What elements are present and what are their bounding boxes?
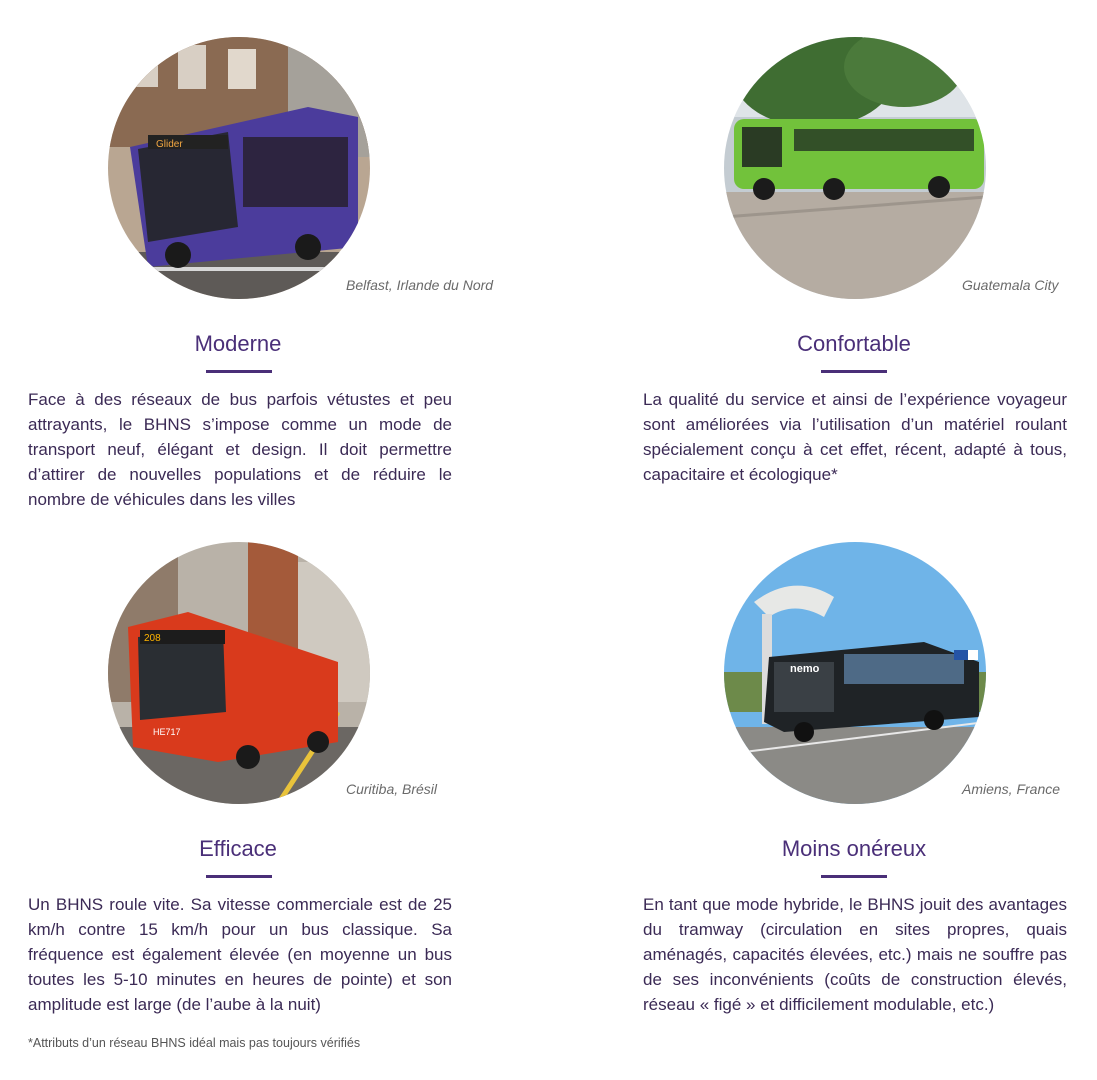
belfast-route-sign: Glider <box>156 139 183 150</box>
section-body-confortable: La qualité du service et ainsi de l’expérience voyageur sont améliorées via l’utilisation d’un matériel roulant spécialement conçu à cet effet, récent, adapté à tous, capacitaire et écologique* <box>643 390 1067 484</box>
title-underline <box>821 370 887 373</box>
photo-caption: Belfast, Irlande du Nord <box>346 277 494 293</box>
section-body-efficace: Un BHNS roule vite. Sa vitesse commerciale est de 25 km/h contre 15 km/h pour un bus classique. Sa fréquence est également élevée (en moyenne un bus toutes les 5-10 minutes en heures de pointe) et son amplitude est large (de l’aube à la nuit) <box>28 895 452 1014</box>
title-underline <box>206 875 272 878</box>
photo-amiens-bus <box>724 542 986 804</box>
photo-caption: Amiens, France <box>962 781 1061 797</box>
section-title-confortable: Confortable <box>797 331 911 356</box>
photo-belfast-bus <box>108 37 370 299</box>
section-body-moderne: Face à des réseaux de bus parfois vétustes et peu attrayants, le BHNS s’impose comme un mode de transport neuf, élégant et design. Il doit permettre d’attirer de nouvelles populations et de réduire le nombre de véhicules dans les villes <box>28 390 452 509</box>
section-title-efficace: Efficace <box>199 836 277 861</box>
title-underline <box>821 875 887 878</box>
section-title-moins-onereux: Moins onéreux <box>781 836 927 861</box>
photo-caption: Guatemala City <box>962 277 1059 293</box>
footnote: *Attributs d’un réseau BHNS idéal mais pas toujours vérifiés <box>28 1036 361 1050</box>
photo-curitiba-bus <box>108 542 370 804</box>
curitiba-route-sign: 208 <box>144 633 161 644</box>
section-title-moderne: Moderne <box>194 331 282 356</box>
section-body-moins-onereux: En tant que mode hybride, le BHNS jouit des avantages du tramway (circulation en sites propres, quais aménagés, capacités élevées, etc.) mais ne souffre pas de ses inconvénients (coûts de construction élevés, réseau « figé » et difficilement modulable, etc.) <box>643 895 1067 1014</box>
title-underline <box>206 370 272 373</box>
photo-guatemala-bus <box>724 37 986 299</box>
photo-caption: Curitiba, Brésil <box>346 781 438 797</box>
amiens-brand-sign: nemo <box>790 663 820 675</box>
curitiba-fleet-number: HE717 <box>153 727 181 737</box>
